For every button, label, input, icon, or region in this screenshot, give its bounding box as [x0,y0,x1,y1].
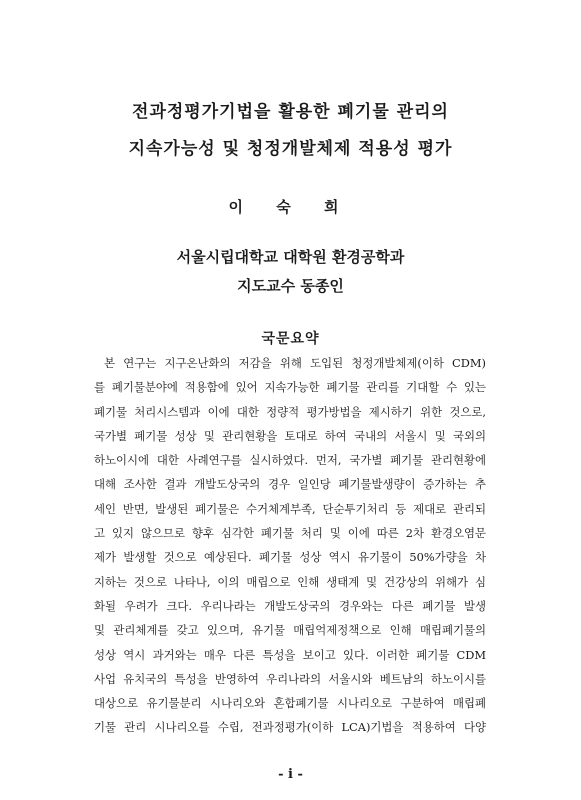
abstract-line: 본 연구는 지구온난화의 저감을 위해 도입된 청정개발체제(이하 CDM) [104,356,486,370]
title-line-1: 전과정평가기법을 활용한 폐기물 관리의 [132,102,449,122]
page-number: - i - [278,767,303,782]
abstract-line: 성상 역시 과거와는 매우 다른 특성을 보이고 있다. 이러한 폐기물 CDM [94,647,486,662]
affiliation: 서울시립대학교 대학원 환경공학과 [176,248,405,266]
abstract-line: 기물 관리 시나리오를 수립, 전과정평가(이하 LCA)기법을 적용하여 다양 [94,720,486,735]
abstract-body [94,351,486,740]
abstract-line: 화될 우려가 크다. 우리나라는 개발도상국의 경우와는 다른 폐기물 발생 [94,598,486,613]
abstract-line: 및 관리체계를 갖고 있으며, 유기물 매립억제정책으로 인해 매립폐기물의 [94,623,486,638]
abstract-heading: 국문요약 [261,331,320,347]
abstract-line: 대상으로 유기물분리 시나리오와 혼합폐기물 시나리오로 구분하여 매립폐 [94,696,486,711]
author-name: 이 숙 희 [228,198,353,216]
abstract-line: 를 폐기물분야에 적용함에 있어 지속가능한 폐기물 관리를 기대할 수 있는 [94,380,486,395]
abstract-line: 고 있지 않으므로 향후 심각한 폐기물 처리 및 이에 따른 2차 환경오염문 [94,526,486,541]
abstract-line: 폐기물 처리시스템과 이에 대한 정량적 평가방법을 제시하기 위한 것으로, [94,404,486,419]
abstract-line: 하노이시에 대한 사례연구를 실시하였다. 먼저, 국가별 폐기물 관리현황에 [94,453,486,468]
abstract-line: 사업 유치국의 특성을 반영하여 우리나라의 서울시와 베트남의 하노이시를 [94,671,486,686]
abstract-line: 국가별 폐기물 성상 및 관리현황을 토대로 하여 국내의 서울시 및 국외의 [94,428,486,443]
advisor: 지도교수 동종인 [237,277,344,295]
abstract-line: 대해 조사한 결과 개발도상국의 경우 일인당 폐기물발생량이 증가하는 추 [94,477,486,492]
abstract-line: 지하는 것으로 나타나, 이의 매립으로 인해 생태계 및 건강상의 위해가 심 [94,574,486,589]
title-line-2: 지속가능성 및 청정개발체제 적용성 평가 [128,139,453,159]
abstract-line: 세인 반면, 발생된 폐기물은 수거체계부족, 단순투기처리 등 제대로 관리되 [94,501,486,516]
abstract-line: 제가 발생할 것으로 예상된다. 폐기물 성상 역시 유기물이 50%가량을 차 [94,550,486,565]
